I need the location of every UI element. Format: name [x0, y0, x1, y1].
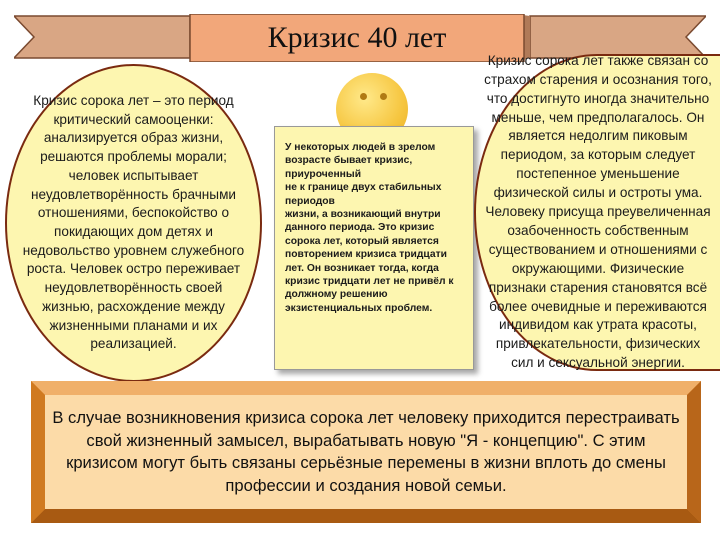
bottom-text-panel	[45, 395, 687, 509]
center-text-box: У некоторых людей в зрелом возрасте бывает кризис, приуроченный не к границе двух стабильных периодов жизни, а возникающий внутри данного периода. Это кризис сорока лет, который является повторением кризиса тридцати лет. Он возникает тогда, когда кризис тридцати лет не привёл к должному решению экзистенциальных проблем.	[274, 126, 474, 370]
bottom-frame	[31, 381, 701, 523]
frame-bevel-bottom	[31, 509, 701, 523]
left-oval-text: Кризис сорока лет – это период критический самооценки: анализируется образ жизни, решаются проблемы морали; человек испытывает неудовлетворённость брачными отношениями, беспокойство о покидающих дом детях и недовольство уровнем служебного роста. Человек остро переживает неудовлетворённость своей жизнью, расхождение между жизненными планами и их реализацией.	[22, 93, 245, 352]
frame-bevel-right	[687, 381, 701, 523]
left-oval	[5, 64, 262, 382]
smiley-left-eye	[360, 93, 367, 100]
right-oval	[474, 54, 720, 371]
smiley-right-eye	[380, 93, 387, 100]
page-title: Кризис 40 лет	[267, 21, 447, 54]
frame-bevel-top	[31, 381, 701, 395]
bottom-text: В случае возникновения кризиса сорока лет человеку приходится перестраивать свой жизненный замысел, вырабатывать новую "Я - концепцию". С этим кризисом могут быть связаны серьёзные перемены в жизни вплоть до смены профессии и создания новой семьи.	[52, 408, 680, 495]
frame-bevel-left	[31, 381, 45, 523]
right-oval-text: Кризис сорока лет также связан со страхом старения и осознания того, что достигнуто иногда значительно меньше, чем предполагалось. Он является недолгим пиковым периодом, за которым следует постепенное уменьшение физической силы и остроты ума. Человеку присуща преувеличенная озабоченность собственным существованием и отношениями с окружающими. Физические признаки старения становятся всё более очевидные и переживаются индивидом как утрата красоты, привлекательности, физических сил и сексуальной энергии.	[484, 52, 712, 371]
